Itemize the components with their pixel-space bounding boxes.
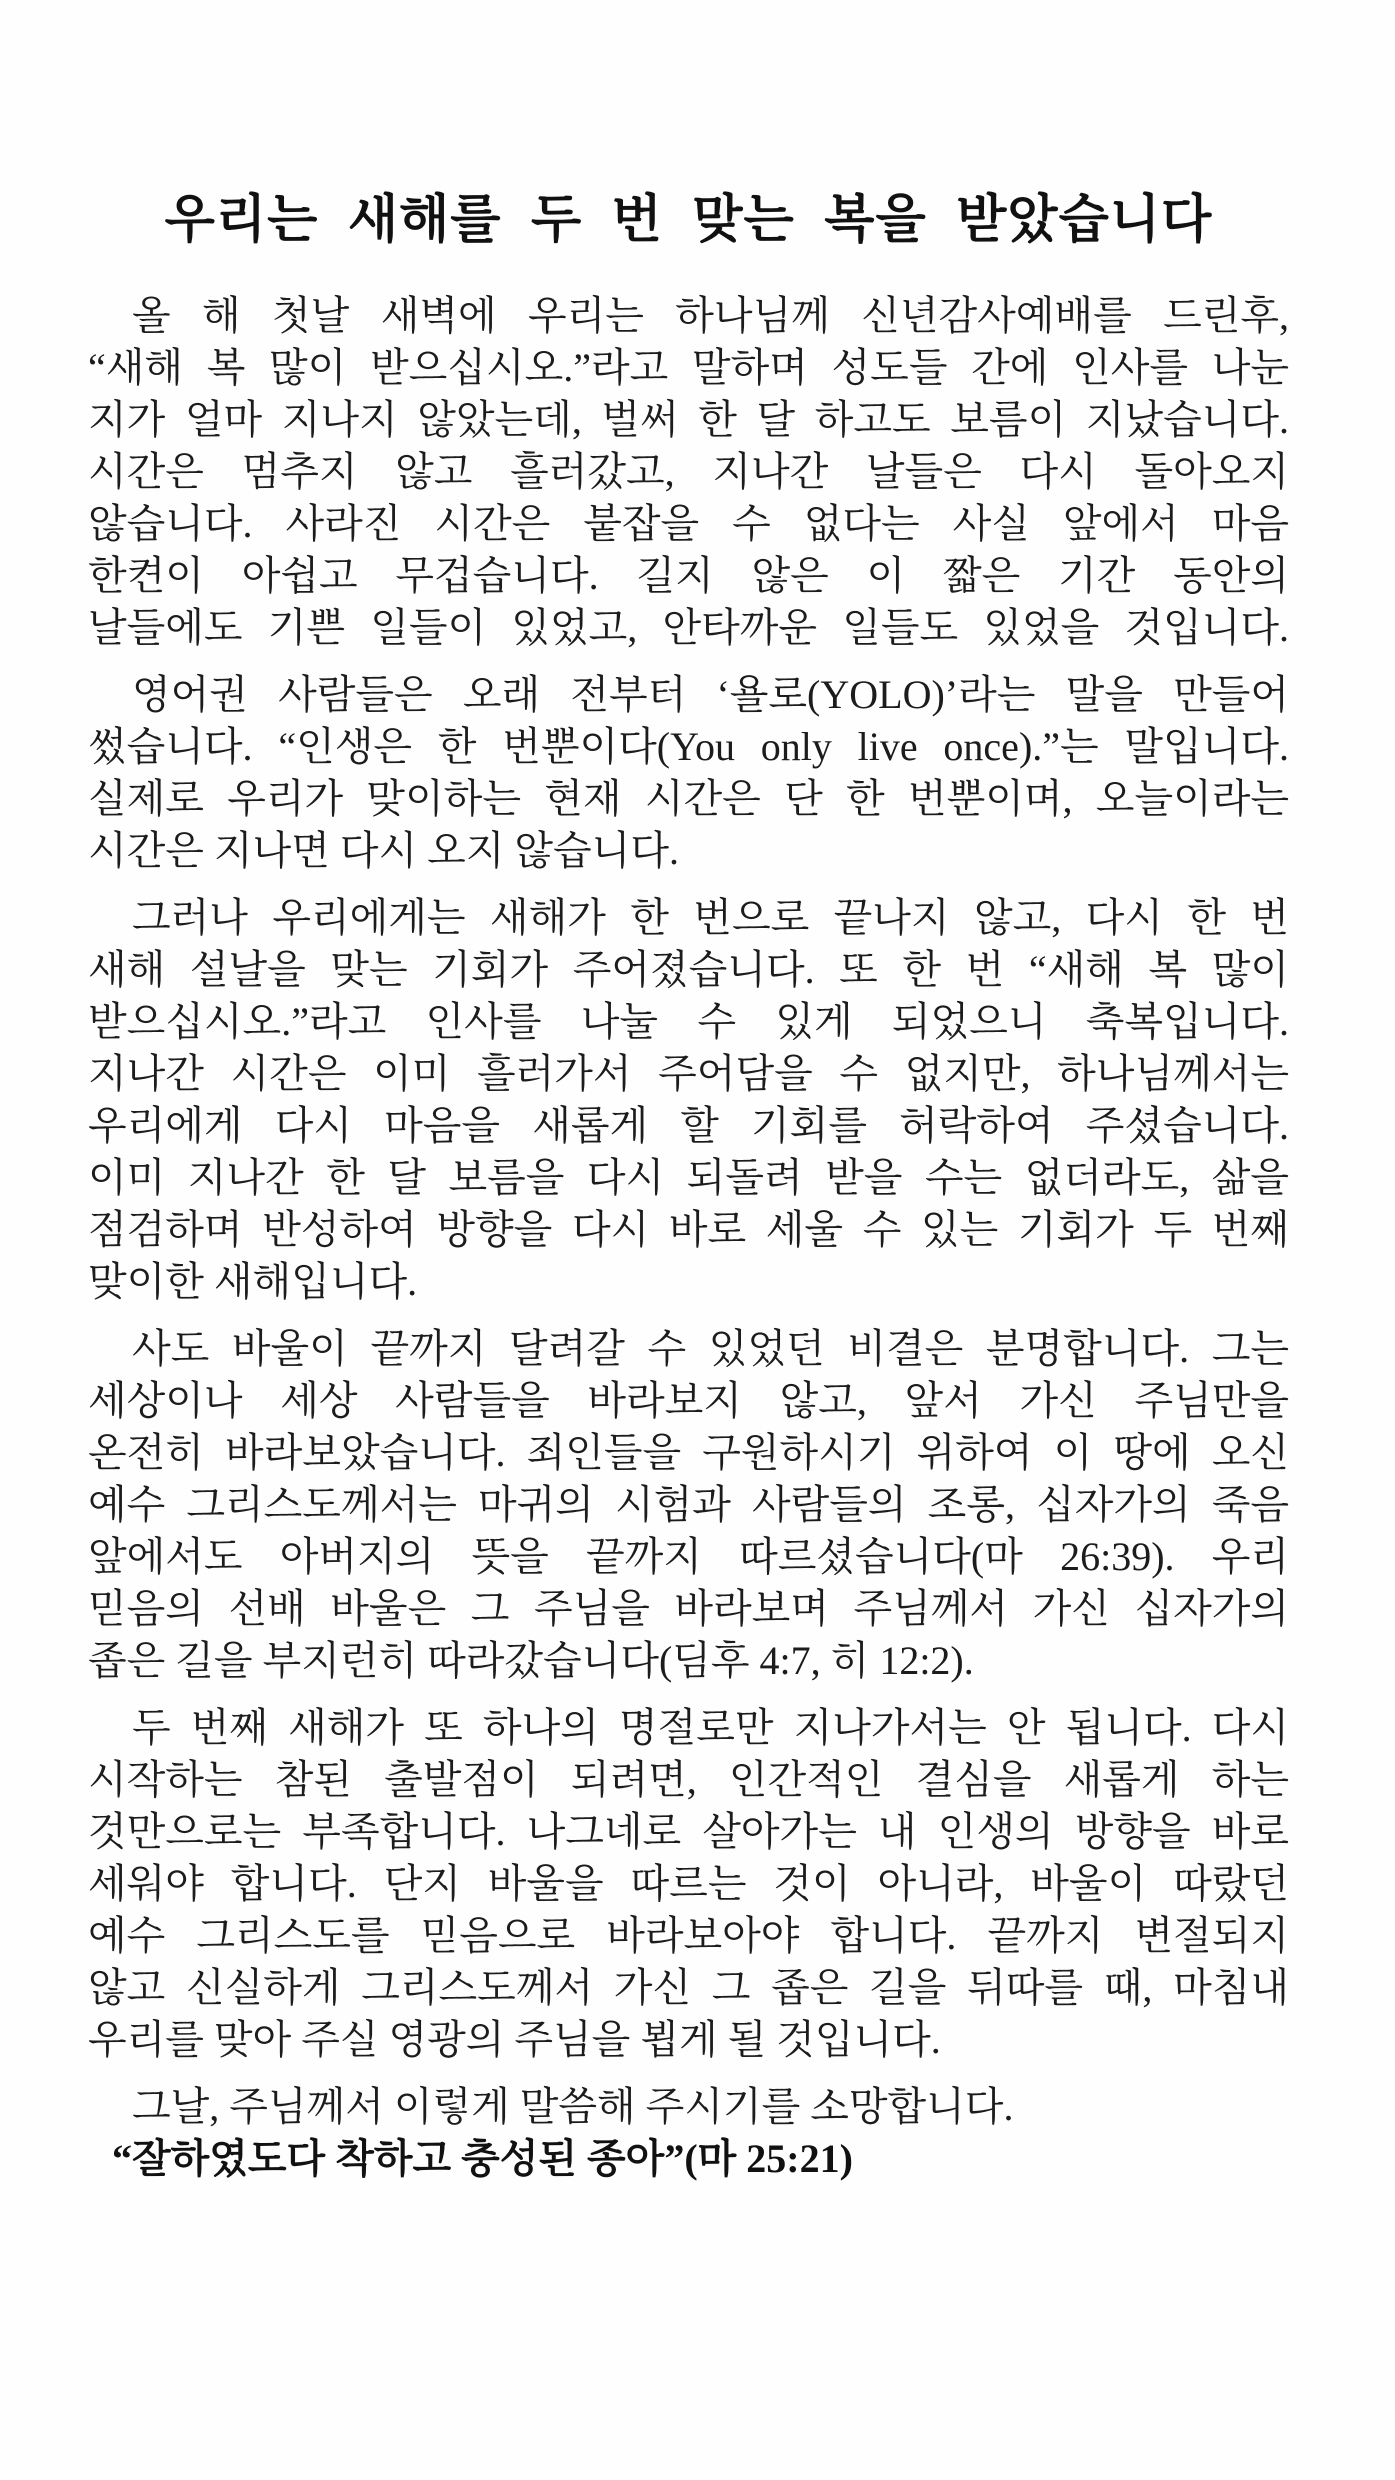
text-line: 실제로 우리가 맞이하는 현재 시간은 단 한 번뿐이며, 오늘이라는 <box>88 776 1289 821</box>
text-line: 좁은 길을 부지런히 따라갔습니다(딤후 4:7, 히 12:2). <box>88 1638 974 1683</box>
text-line: 날들에도 기쁜 일들이 있었고, 안타까운 일들도 있었을 것입니다. <box>88 605 1289 650</box>
text-line: 그러나 우리에게는 새해가 한 번으로 끝나지 않고, 다시 한 번 <box>132 895 1290 940</box>
paragraph <box>88 669 1289 877</box>
text-line: 예수 그리스도를 믿음으로 바라보아야 합니다. 끝까지 변절되지 <box>88 1913 1289 1958</box>
document-title: 우리는 새해를 두 번 맞는 복을 받았습니다 <box>164 191 1213 249</box>
text-line: 세상이나 세상 사람들을 바라보지 않고, 앞서 가신 주님만을 <box>88 1378 1289 1423</box>
text-line: 앞에서도 아버지의 뜻을 끝까지 따르셨습니다(마 26:39). 우리 <box>88 1534 1289 1579</box>
text-line: 않습니다. 사라진 시간은 붙잡을 수 없다는 사실 앞에서 마음 <box>88 501 1289 546</box>
text-line: 올 해 첫날 새벽에 우리는 하나님께 신년감사예배를 드린후, <box>132 293 1289 338</box>
text-line: 새해 설날을 맞는 기회가 주어졌습니다. 또 한 번 “새해 복 많이 <box>88 947 1289 992</box>
text-line: 우리를 맞아 주실 영광의 주님을 뵙게 될 것입니다. <box>88 2017 941 2062</box>
text-line: 온전히 바라보았습니다. 죄인들을 구원하시기 위하여 이 땅에 오신 <box>88 1430 1289 1475</box>
text-line: 지나간 시간은 이미 흘러가서 주어담을 수 없지만, 하나님께서는 <box>88 1051 1289 1096</box>
text-line: 시작하는 참된 출발점이 되려면, 인간적인 결심을 새롭게 하는 <box>88 1757 1289 1802</box>
document-body <box>88 290 1289 2133</box>
paragraph <box>88 1702 1289 2066</box>
text-line: 영어권 사람들은 오래 전부터 ‘욜로(YOLO)’라는 말을 만들어 <box>132 672 1289 717</box>
text-line: 사도 바울이 끝까지 달려갈 수 있었던 비결은 분명합니다. 그는 <box>132 1326 1289 1371</box>
text-line: 지가 얼마 지나지 않았는데, 벌써 한 달 하고도 보름이 지났습니다. <box>88 397 1289 442</box>
text-line: 것만으로는 부족합니다. 나그네로 살아가는 내 인생의 방향을 바로 <box>88 1809 1289 1854</box>
text-line: 두 번째 새해가 또 하나의 명절로만 지나가서는 안 됩니다. 다시 <box>132 1705 1289 1750</box>
text-line: 점검하며 반성하여 방향을 다시 바로 세울 수 있는 기회가 두 번째 <box>88 1207 1289 1252</box>
text-line: 않고 신실하게 그리스도께서 가신 그 좁은 길을 뒤따를 때, 마침내 <box>88 1965 1289 2010</box>
text-line: 예수 그리스도께서는 마귀의 시험과 사람들의 조롱, 십자가의 죽음 <box>88 1482 1289 1527</box>
text-line: 받으십시오.”라고 인사를 나눌 수 있게 되었으니 축복입니다. <box>88 999 1289 1044</box>
text-line: 이미 지나간 한 달 보름을 다시 되돌려 받을 수는 없더라도, 삶을 <box>88 1155 1289 1200</box>
paragraph <box>88 1323 1289 1687</box>
text-line: 한켠이 아쉽고 무겁습니다. 길지 않은 이 짧은 기간 동안의 <box>88 553 1289 598</box>
text-line: 우리에게 다시 마음을 새롭게 할 기회를 허락하여 주셨습니다. <box>88 1103 1289 1148</box>
text-line: 시간은 멈추지 않고 흘러갔고, 지나간 날들은 다시 돌아오지 <box>88 449 1289 494</box>
text-line: 시간은 지나면 다시 오지 않습니다. <box>88 828 679 873</box>
text-line: 맞이한 새해입니다. <box>88 1259 418 1304</box>
paragraph <box>88 2081 1289 2133</box>
text-line: 썼습니다. “인생은 한 번뿐이다(You only live once).”는 말입니다. <box>88 724 1289 769</box>
closing-scripture-quote: “잘하였도다 착하고 충성된 종아”(마 25:21) <box>112 2136 853 2181</box>
text-line: 믿음의 선배 바울은 그 주님을 바라보며 주님께서 가신 십자가의 <box>88 1586 1289 1631</box>
text-line: “새해 복 많이 받으십시오.”라고 말하며 성도들 간에 인사를 나눈 <box>88 345 1289 390</box>
paragraph <box>88 290 1289 654</box>
text-line: 세워야 합니다. 단지 바울을 따르는 것이 아니라, 바울이 따랐던 <box>88 1861 1289 1906</box>
text-line: 그날, 주님께서 이렇게 말씀해 주시기를 소망합니다. <box>132 2084 1014 2129</box>
paragraph <box>88 892 1289 1308</box>
